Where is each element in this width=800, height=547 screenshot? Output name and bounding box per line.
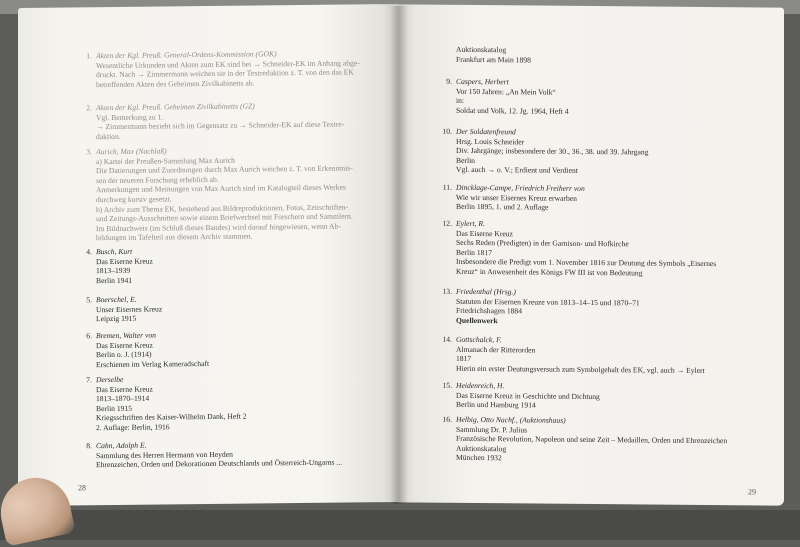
entry-line: Vgl. Bemerkung zu 1. bbox=[96, 110, 344, 122]
entry-heading: Akten der Kgl. Preuß. General-Ordens-Kommission (GOK) bbox=[96, 48, 360, 60]
entry-line: 1813–1870–1914 bbox=[96, 393, 247, 404]
bibliography-entry bbox=[456, 183, 585, 213]
entry-line: a) Kartei der Preußen-Sammlung Max Aurich bbox=[96, 154, 353, 166]
entry-line: Im Bildnachweis (im Schluß dieses Bandes) wird darauf hingewiesen, wenn Ab- bbox=[96, 221, 353, 233]
entry-line: 1817 bbox=[456, 354, 705, 366]
entry-number: 2. bbox=[78, 103, 92, 113]
entry-line: Das Eiserne Kreuz in Geschichte und Dichtung bbox=[456, 390, 600, 401]
entry-line: Sammlung Dr. P. Julius bbox=[456, 424, 727, 436]
entry-line: Sechs Reden (Predigten) in der Garnison- und Hofkirche bbox=[456, 238, 716, 250]
entry-line: und Zeitungs-Ausschnitten sowie einem Briefwechsel mit Forschern und Sammlern. bbox=[96, 212, 353, 224]
entry-heading: Dincklage-Campe, Friedrich Freiherr von bbox=[456, 183, 585, 194]
entry-line: München 1932 bbox=[456, 453, 727, 465]
entry-line: Berlin 1941 bbox=[96, 275, 153, 285]
entry-number: 8. bbox=[78, 441, 92, 451]
entry-line: Das Eiserne Kreuz bbox=[96, 383, 247, 394]
entry-line: Berlin und Hamburg 1914 bbox=[456, 400, 600, 411]
entry-line: Almanach der Ritterorden bbox=[456, 344, 705, 356]
entry-line: Berlin 1915 bbox=[96, 402, 247, 413]
entry-line: Vgl. auch → o. V.; Erdient und Verdient bbox=[456, 165, 648, 176]
bibliography-entry bbox=[456, 219, 716, 279]
entry-number: 6. bbox=[78, 331, 92, 341]
bibliography-entry bbox=[96, 144, 353, 243]
entry-line: Auktionskatalog bbox=[456, 444, 727, 456]
entry-line: Statuten der Eisernen Kreuze von 1813–14–15 und 1870–71 bbox=[456, 296, 640, 307]
entry-line: b) Archiv zum Thema EK, bestehend aus Bildreproduktionen, Fotos, Zeitschriften- bbox=[96, 202, 353, 214]
entry-heading: Aurich, Max (Nachlaß) bbox=[96, 144, 353, 156]
bibliography-entry bbox=[456, 381, 600, 411]
entry-heading: Auktionskatalog bbox=[456, 45, 531, 55]
entry-line: Kriegsschriften des Kaiser-Wilhelm Dank, Heft 2 bbox=[96, 412, 247, 423]
entry-number: 5. bbox=[78, 295, 92, 305]
entry-line: daktion. bbox=[96, 129, 344, 141]
bibliography-entry bbox=[456, 287, 640, 327]
bibliography-entry bbox=[96, 247, 153, 286]
entry-line: Das Eiserne Kreuz bbox=[96, 256, 153, 266]
left-page bbox=[18, 4, 398, 506]
bibliography-entry bbox=[96, 330, 209, 370]
entry-line: 2. Auflage: Berlin, 1916 bbox=[96, 422, 247, 433]
entry-line: Friedrichshagen 1884 bbox=[456, 306, 640, 317]
entry-line: Insbesondere die Predigt vom 1. November 1816 zur Deutung des Symbols „Eisernes bbox=[456, 257, 716, 269]
entry-heading: Akten der Kgl. Preuß. Geheimen Zivilkabinetts (GZ) bbox=[96, 101, 344, 113]
entry-line: 1813–1939 bbox=[96, 266, 153, 276]
entry-line: Sammlung des Herren Hermann von Heyden bbox=[96, 448, 342, 460]
entry-heading: Helbig, Otto Nachf., (Auktionshaus) bbox=[456, 415, 727, 427]
entry-line: Französische Revolution, Napoleon und seine Zeit – Medaillen, Orden und Ehrenzeichen bbox=[456, 434, 727, 446]
bibliography-entry bbox=[96, 374, 247, 433]
book-gutter bbox=[390, 6, 408, 504]
entry-number: 3. bbox=[78, 147, 92, 157]
entry-number: 15. bbox=[438, 381, 452, 391]
bibliography-entry bbox=[456, 45, 531, 65]
entry-line: Leipzig 1915 bbox=[96, 314, 162, 324]
entry-line: Wie wir unser Eisernes Kreuz erwarben bbox=[456, 192, 585, 203]
entry-heading: Bremen, Walter von bbox=[96, 330, 209, 341]
entry-heading: Gottschalck, F. bbox=[456, 335, 705, 347]
bibliography-entry bbox=[96, 101, 344, 142]
entry-line: Berlin o. J. (1914) bbox=[96, 349, 209, 360]
entry-line: Berlin 1895, 1. und 2. Auflage bbox=[456, 202, 585, 213]
entry-line: → Zimmermann bezieht sich im Gegensatz zu → Schneider-EK auf diese Textre- bbox=[96, 120, 344, 132]
left-page-number: 28 bbox=[78, 483, 86, 492]
entry-line: Berlin 1817 bbox=[456, 248, 716, 260]
entry-line: Die Datierungen und Zuordnungen durch Max Aurich weichen z. T. von Erkenntnis- bbox=[96, 164, 353, 176]
entry-line: Das Eiserne Kreuz bbox=[456, 228, 716, 240]
entry-line: in: bbox=[456, 96, 569, 107]
entry-line: Das Eiserne Kreuz bbox=[96, 340, 209, 351]
entry-number: 9. bbox=[438, 77, 452, 87]
entry-heading: Der Soldatenfreund bbox=[456, 127, 648, 138]
bibliography-entry bbox=[456, 335, 705, 376]
entry-number: 12. bbox=[438, 219, 452, 229]
entry-heading: Busch, Kurt bbox=[96, 247, 153, 257]
bibliography-entry bbox=[456, 415, 727, 465]
bibliography-entry bbox=[96, 48, 360, 89]
entry-line: Vor 150 Jahren: „An Mein Volk“ bbox=[456, 86, 569, 97]
entry-line: durchweg kursiv gesetzt. bbox=[96, 192, 353, 204]
entry-number: 16. bbox=[438, 415, 452, 425]
entry-heading: Caspers, Herbert bbox=[456, 77, 569, 88]
entry-number: 4. bbox=[78, 247, 92, 257]
right-page-number: 29 bbox=[748, 487, 756, 496]
entry-heading: Cahn, Adolph E. bbox=[96, 439, 342, 451]
entry-line: Wesentliche Urkunden und Akten zum EK sind bei → Schneider-EK im Anhang abge- bbox=[96, 58, 360, 70]
entry-line: betreffenden Akten des Geheimen Zivilkabinetts ab. bbox=[96, 77, 360, 89]
entry-heading: Boerschel, E. bbox=[96, 294, 162, 304]
entry-line: Erschienen im Verlag Kameradschaft bbox=[96, 359, 209, 370]
bibliography-entry bbox=[456, 127, 648, 177]
entry-heading: Friedenthal (Hrsg.) bbox=[456, 287, 640, 298]
open-book bbox=[18, 6, 786, 506]
entry-heading: Heidenreich, H. bbox=[456, 381, 600, 392]
entry-heading: Derselbe bbox=[96, 374, 247, 385]
entry-number: 7. bbox=[78, 375, 92, 385]
entry-line: Unser Eisernes Kreuz bbox=[96, 304, 162, 314]
entry-line: Berlin bbox=[456, 156, 648, 167]
entry-line: Frankfurt am Main 1898 bbox=[456, 54, 531, 64]
background-table bbox=[0, 510, 800, 540]
bibliography-entry bbox=[96, 439, 342, 470]
entry-number: 1. bbox=[78, 51, 92, 61]
entry-number: 13. bbox=[438, 287, 452, 297]
right-page bbox=[398, 4, 784, 505]
entry-line: Ehrenzeichen, Orden und Dekorationen Deutschlands und Österreich-Ungarns ... bbox=[96, 458, 342, 470]
entry-line: bildungen im Tafelteil aus diesem Archiv stammen. bbox=[96, 231, 353, 243]
entry-line: Quellenwerk bbox=[456, 316, 640, 327]
entry-number: 11. bbox=[438, 183, 452, 193]
entry-number: 10. bbox=[438, 127, 452, 137]
bibliography-entry bbox=[96, 294, 162, 323]
entry-line: Anmerkungen und Meinungen von Max Aurich sind im Katalogteil dieses Werkes bbox=[96, 183, 353, 195]
entry-line: druckt. Nach → Zimmermann weichen sie in der Textredaktion z. T. von den das EK bbox=[96, 68, 360, 80]
entry-number: 14. bbox=[438, 335, 452, 345]
entry-line: Soldat und Volk, 12. Jg. 1964, Heft 4 bbox=[456, 106, 569, 117]
entry-line: Hierin ein erster Deutungsversuch zum Symbolgehalt des EK, vgl. auch → Eylert bbox=[456, 364, 705, 376]
entry-line: Hrsg. Louis Schneider bbox=[456, 136, 648, 147]
entry-line: sen der neueren Forschung erheblich ab. bbox=[96, 173, 353, 185]
entry-heading: Eylert, R. bbox=[456, 219, 716, 231]
entry-line: Div. Jahrgänge; insbesondere der 30., 36., 38. und 39. Jahrgang bbox=[456, 146, 648, 157]
entry-line: Kreuz“ in Anwesenheit des Königs FW III ist von Bedeutung bbox=[456, 267, 716, 279]
bibliography-entry bbox=[456, 77, 569, 116]
